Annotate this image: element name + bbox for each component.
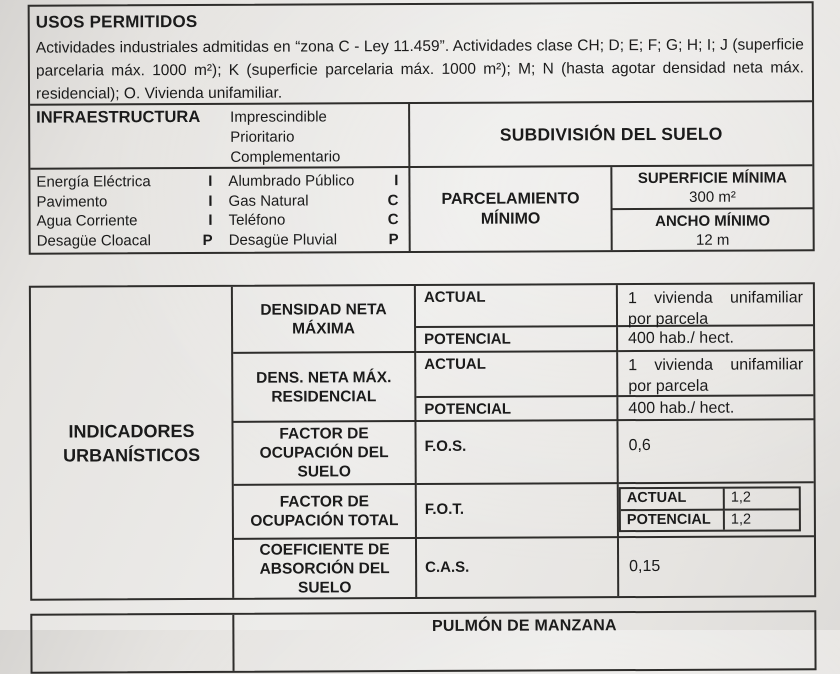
infra-item-code: I <box>208 192 213 210</box>
infraestructura-items-row <box>30 166 812 252</box>
infraestructura-title: INFRAESTRUCTURA <box>36 107 201 127</box>
items-column-right <box>222 171 408 252</box>
densidad-residencial-label: DENS. NETA MÁX. RESIDENCIAL <box>233 353 416 423</box>
fot-key: F.O.T. <box>417 484 619 539</box>
indicadores-title: INDICADORES URBANÍSTICOS <box>31 287 234 599</box>
infra-item <box>223 230 409 250</box>
indicadores-urbanisticos-table <box>29 282 816 600</box>
infra-item-code: P <box>202 231 213 249</box>
densidad-potencial-value: 400 hab./ hect. <box>618 326 813 352</box>
infra-item <box>31 211 223 231</box>
residencial-actual-value: 1 vivienda unifamiliar por parcela <box>618 351 813 397</box>
subdivision-suelo-title: SUBDIVISIÓN DEL SUELO <box>499 123 723 145</box>
cas-key: C.A.S. <box>417 538 619 597</box>
level-imprescindible: Imprescindible <box>230 108 327 126</box>
level-complementario: Complementario <box>230 148 341 166</box>
infra-item-label: Agua Corriente <box>36 212 138 230</box>
infraestructura-header-row <box>30 102 812 169</box>
pulmon-manzana-table <box>30 610 816 673</box>
fot-potencial-row <box>621 510 799 530</box>
fot-actual-value: 1,2 <box>725 488 799 510</box>
infra-item <box>223 210 409 230</box>
superficie-minima-cell <box>612 166 812 209</box>
infra-item-code: I <box>208 211 213 229</box>
infra-item-code: C <box>387 191 399 209</box>
fot-actual-potencial-box <box>619 486 801 532</box>
pulmon-manzana-left-cell <box>32 615 234 672</box>
ancho-minimo-label: ANCHO MÍNIMO <box>655 211 771 230</box>
infraestructura-levels <box>230 107 340 167</box>
superficie-minima-label: SUPERFICIE MÍNIMA <box>637 169 788 188</box>
infra-item-label: Gas Natural <box>228 191 309 210</box>
densidad-actual-value: 1 vivienda unifamiliar por parcela <box>618 284 813 327</box>
infra-item <box>222 191 408 211</box>
infra-item-label: Desagüe Cloacal <box>36 231 151 250</box>
infra-item-label: Desagüe Pluvial <box>228 230 338 249</box>
densidad-actual-key: ACTUAL <box>416 285 618 328</box>
infra-item <box>31 230 223 250</box>
usos-permitidos-cell <box>30 3 812 105</box>
infra-item-code: C <box>387 211 399 229</box>
infra-item-label: Energía Eléctrica <box>36 173 151 191</box>
infra-item-label: Pavimento <box>36 192 108 211</box>
parcelamiento-minimo-cell: PARCELAMIENTO MÍNIMO <box>410 167 612 251</box>
cas-value: 0,15 <box>629 557 661 576</box>
infraestructura-items-cell <box>30 168 410 253</box>
fos-key: F.O.S. <box>416 421 618 485</box>
fos-label: FACTOR DE OCUPACIÓN DEL SUELO <box>233 422 416 486</box>
pulmon-manzana-title: PULMÓN DE MANZANA <box>431 617 617 635</box>
superficie-minima-value: 300 m² <box>689 188 736 206</box>
usos-permitidos-title: USOS PERMITIDOS <box>35 11 198 32</box>
infra-item-label: Teléfono <box>228 211 286 229</box>
densidad-neta-label: DENSIDAD NETA MÁXIMA <box>233 286 416 354</box>
level-prioritario: Prioritario <box>230 128 295 146</box>
infra-item-code: I <box>394 172 399 190</box>
residencial-potencial-key: POTENCIAL <box>416 397 618 422</box>
fot-label: FACTOR DE OCUPACIÓN TOTAL <box>234 485 417 540</box>
infra-item <box>222 171 408 191</box>
parcelamiento-values-cell <box>612 166 812 250</box>
ancho-minimo-value: 12 m <box>695 231 730 249</box>
items-column-left <box>30 172 222 253</box>
infra-item-label: Alumbrado Público <box>228 172 355 190</box>
usos-infraestructura-table <box>28 1 815 254</box>
cas-label: COEFICIENTE DE ABSORCIÓN DEL SUELO <box>234 539 417 598</box>
densidad-potencial-key: POTENCIAL <box>416 327 618 353</box>
fot-actual-row <box>621 488 799 510</box>
fot-values-cell <box>619 483 814 538</box>
fot-potencial-key: POTENCIAL <box>621 510 725 530</box>
infra-item-code: P <box>388 230 399 248</box>
fot-potencial-value: 1,2 <box>730 511 752 528</box>
fos-value: 0,6 <box>618 420 813 484</box>
infra-item <box>30 191 222 211</box>
usos-permitidos-paragraph: Actividades industriales admitidas en “zona C - Ley 11.459”. Actividades clase CH; D; E; F; G; H; I; J (superficie parcelaria máx. 1000 m²); K (superficie parcelaria máx. 1000 m²); M; N (hasta agotar densidad neta máx. residencial); O. Vivienda unifamiliar. <box>35 36 804 103</box>
residencial-actual-key: ACTUAL <box>416 352 618 398</box>
infraestructura-header-cell <box>30 104 410 169</box>
residencial-potencial-value: 400 hab./ hect. <box>618 396 813 421</box>
ancho-minimo-cell <box>613 209 813 250</box>
infra-item <box>30 172 222 192</box>
infra-item-code: I <box>208 172 213 190</box>
fot-actual-key: ACTUAL <box>621 489 725 511</box>
